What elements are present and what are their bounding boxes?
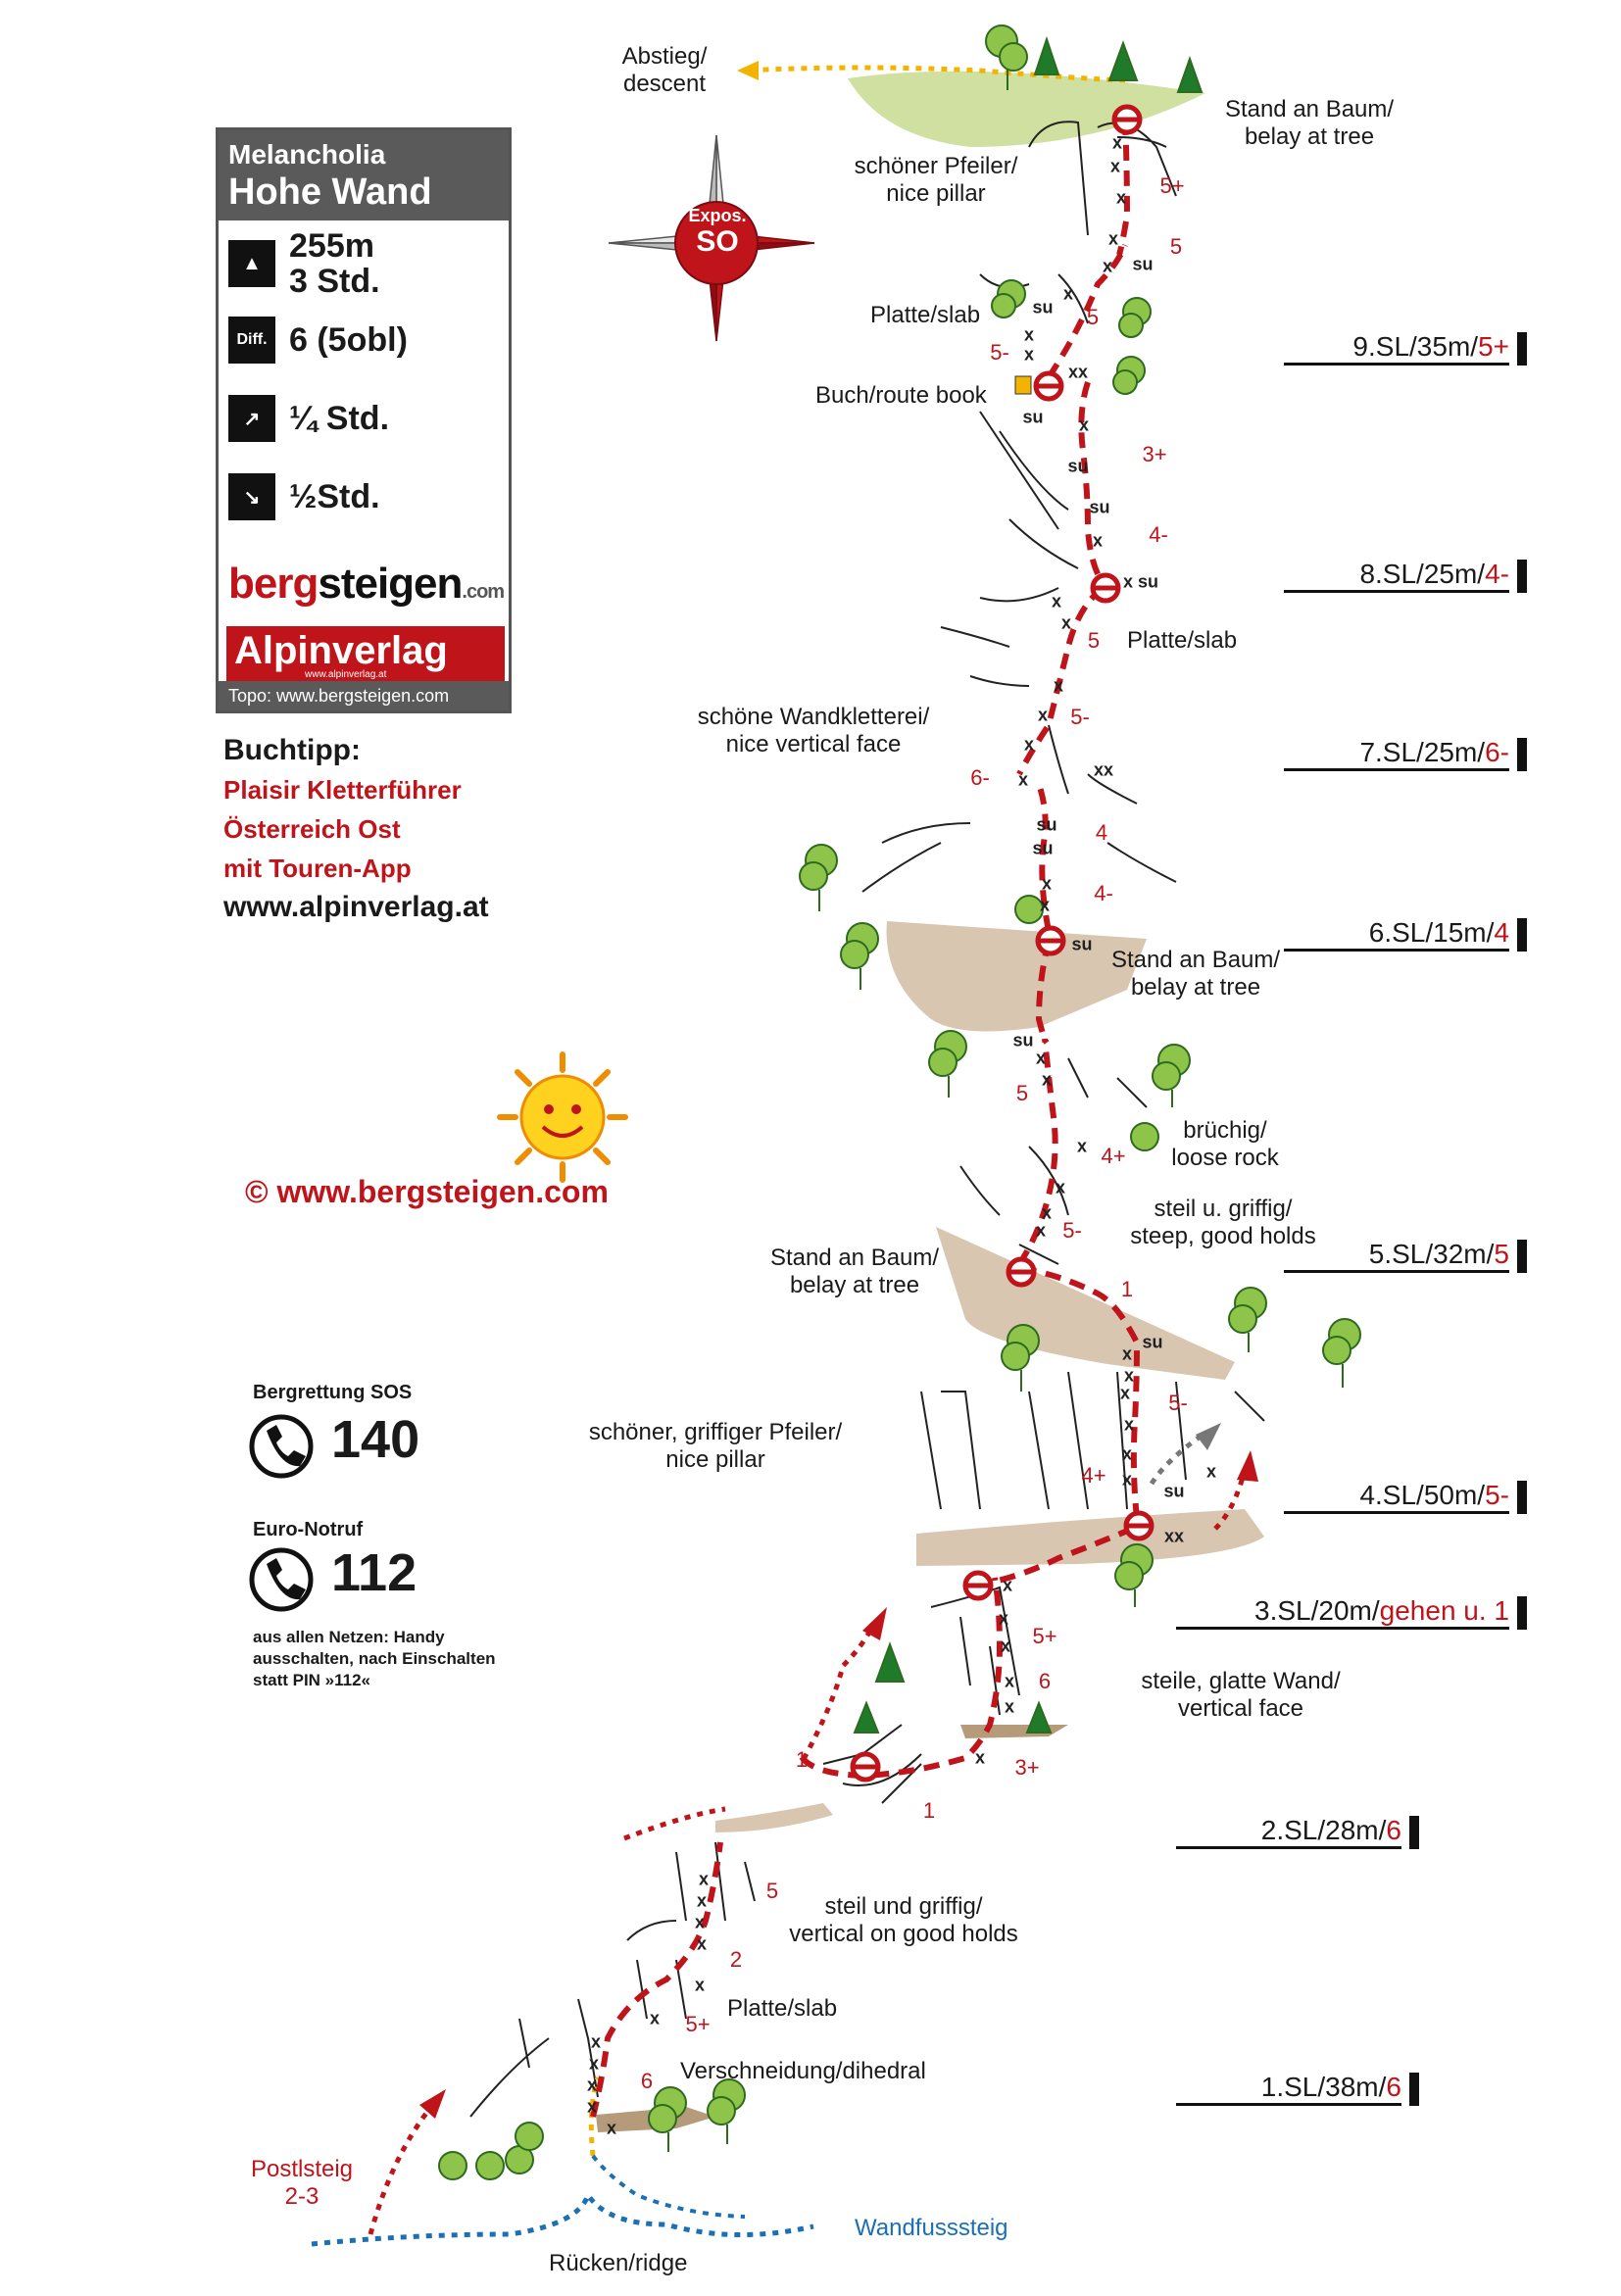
topo-credit: Topo: www.bergsteigen.com	[219, 681, 509, 710]
postlsteig-label: Postlsteig 2-3	[250, 2156, 354, 2210]
bolt-mark: x	[586, 2075, 598, 2095]
bolt-mark: x	[694, 1912, 706, 1932]
grade-mark: 4-	[1094, 881, 1113, 905]
su-mark: su	[1036, 814, 1057, 835]
phone-icons	[252, 1417, 311, 1609]
note-line1: aus allen Netzen: Handy	[253, 1628, 445, 1646]
bolt-mark: x	[698, 1869, 710, 1889]
route-book-label: Buch/route book	[815, 382, 987, 409]
brand-com: .com	[462, 581, 505, 603]
book-tip	[223, 731, 489, 927]
bolt-mark: x	[1062, 283, 1074, 304]
dihedral-label: Verschneidung/dihedral	[680, 2058, 926, 2084]
xsu-mark: x su	[1122, 571, 1159, 592]
su-mark: su	[1089, 497, 1110, 517]
grade-mark: 5-	[1062, 1218, 1082, 1243]
pillar-4-label: schöner, griffiger Pfeiler/ nice pillar	[588, 1419, 843, 1473]
grade-mark: 5+	[685, 2012, 711, 2036]
route-difficulty: 6 (5obl)	[289, 321, 408, 359]
compass-value: SO	[696, 225, 739, 258]
climber-icon: ▲	[228, 240, 275, 287]
bolt-mark: x	[1111, 132, 1123, 153]
bolt-mark: x	[1121, 1469, 1133, 1490]
bolt-mark: x	[586, 2096, 598, 2117]
book-url: www.alpinverlag.at	[223, 891, 489, 923]
su-mark: su	[1012, 1030, 1034, 1050]
book-line3: mit Touren-App	[223, 854, 412, 883]
grade-mark: 4+	[1081, 1463, 1106, 1488]
note-line2: ausschalten, nach Einschalten	[253, 1649, 496, 1668]
xx-mark: xx	[1093, 759, 1114, 780]
wandfuss-path	[312, 2195, 813, 2244]
grade-mark: 5-	[1168, 1391, 1188, 1415]
sun-logo	[500, 1054, 625, 1180]
grade-mark: 4-	[1149, 522, 1168, 547]
bolt-mark: x	[1035, 1048, 1047, 1068]
slab-top-label: Platte/slab	[870, 302, 981, 328]
bolt-mark: x	[1115, 187, 1127, 208]
bolt-mark: x	[1041, 1202, 1053, 1223]
route-book-icon	[1015, 376, 1031, 394]
note-line3: statt PIN »112«	[253, 1671, 371, 1689]
grade-mark: 3+	[1142, 442, 1167, 466]
bolt-mark: x	[1035, 1220, 1047, 1241]
holds-2-label: steil und griffig/ vertical on good holds	[789, 1893, 1018, 1947]
ledge-6	[887, 921, 1147, 1032]
route-info-box	[216, 127, 512, 713]
hiker-down-icon: ↘	[228, 473, 275, 520]
bolt-mark: x	[1060, 612, 1072, 633]
postlsteig-path	[370, 2107, 431, 2234]
approach-time: ¼ Std.	[289, 400, 390, 437]
sl2-traverse-path	[624, 1809, 725, 1838]
belay-6-label: Stand an Baum/ belay at tree	[1110, 947, 1281, 1001]
route-name: Melancholia	[228, 139, 386, 170]
descent-label: Abstieg/ descent	[621, 43, 708, 97]
euro-number: 112	[331, 1543, 418, 1602]
pitch-7: 7.SL/25m/6-	[1284, 737, 1509, 771]
grade-mark: 4	[1095, 820, 1108, 845]
bolt-mark: x	[1037, 705, 1049, 725]
bolt-mark: x	[696, 1890, 708, 1911]
grade-mark: 5+	[1159, 173, 1185, 198]
bolt-mark: x	[1053, 675, 1064, 696]
pitch-2: 2.SL/28m/6	[1176, 1815, 1401, 1849]
publisher-name: Alpinverlag	[234, 629, 448, 672]
pitch-5: 5.SL/32m/5	[1284, 1239, 1509, 1273]
pitch-9: 9.SL/35m/5+	[1284, 331, 1509, 366]
su-mark: su	[1132, 254, 1154, 274]
bolt-mark: x	[1107, 228, 1119, 249]
xx-mark: xx	[1163, 1526, 1185, 1546]
su-mark: su	[1032, 297, 1054, 318]
steep-holds-label: steil u. griffig/ steep, good holds	[1130, 1196, 1316, 1249]
pitch-4: 4.SL/50m/5-	[1284, 1480, 1509, 1514]
route-height: 255m	[289, 227, 374, 265]
loose-rock-label: brüchig/ loose rock	[1171, 1117, 1279, 1171]
wandfuss-label: Wandfusssteig	[855, 2215, 1008, 2241]
pitch-3: 3.SL/20m/gehen u. 1	[1176, 1595, 1509, 1630]
bolt-mark: x	[590, 2031, 602, 2052]
grade-mark: 5	[1015, 1081, 1029, 1105]
bolt-mark: x	[588, 2053, 600, 2074]
ridge-path	[593, 2156, 745, 2217]
bolt-mark: x	[696, 1933, 708, 1954]
copyright: © www.bergsteigen.com	[245, 1174, 609, 1209]
top-belay-label: Stand an Baum/ belay at tree	[1224, 96, 1395, 150]
euro-number-block	[323, 1542, 417, 1603]
su-mark: su	[1071, 934, 1093, 954]
sos-number: 140	[331, 1410, 420, 1469]
alpinverlag-logo	[226, 626, 505, 683]
grey-variant	[1152, 1433, 1205, 1484]
route-area: Hohe Wand	[228, 171, 432, 213]
bolt-mark: x	[1205, 1461, 1217, 1482]
bolt-mark: x	[1039, 895, 1051, 915]
bolt-mark: x	[1109, 156, 1121, 176]
descent-arrow	[737, 61, 759, 80]
bolt-mark: x	[1000, 1636, 1011, 1656]
bolt-mark: x	[1123, 1414, 1135, 1435]
sos-number-block	[323, 1409, 419, 1470]
su-mark: su	[1067, 456, 1089, 476]
bolt-mark: x	[1023, 734, 1035, 755]
bolt-mark: x	[1023, 344, 1035, 365]
bolt-mark: x	[1123, 1365, 1135, 1386]
bolt-mark: x	[694, 1975, 706, 1995]
compass-expos: Expos.	[688, 206, 747, 225]
sl3-walk-path	[804, 1627, 872, 1759]
ridge-label: Rücken/ridge	[549, 2250, 688, 2276]
main-route	[590, 120, 1137, 2117]
book-line1: Plaisir Kletterführer	[223, 775, 462, 805]
bolt-mark: x	[1092, 530, 1104, 551]
grade-mark: 2	[729, 1947, 743, 1972]
descent-time: ½Std.	[289, 478, 380, 515]
bolt-mark: x	[1121, 1443, 1133, 1464]
grey-variant-arrow	[1196, 1423, 1221, 1450]
grade-mark: 5	[1169, 234, 1183, 259]
grade-mark: 5-	[1070, 705, 1090, 729]
slab-8-label: Platte/slab	[1127, 627, 1238, 654]
bolt-mark: x	[1004, 1696, 1015, 1717]
grade-mark: 5	[1086, 305, 1100, 329]
grade-mark: 1	[922, 1798, 936, 1823]
ledge-3	[960, 1725, 1068, 1738]
info-diff-row	[228, 317, 408, 364]
bolt-mark: x	[1076, 1136, 1088, 1156]
bolt-mark: x	[998, 1608, 1009, 1629]
bolt-mark: x	[974, 1747, 986, 1768]
book-heading: Buchtipp:	[223, 734, 361, 766]
info-header	[219, 130, 509, 220]
grade-mark: 5-	[990, 340, 1009, 365]
bergsteigen-logo	[228, 560, 504, 609]
hiker-up-icon: ↗	[228, 395, 275, 442]
euro-label: Euro-Notruf	[253, 1519, 364, 1540]
pitch-8: 8.SL/25m/4-	[1284, 559, 1509, 593]
info-descent-row	[228, 473, 380, 520]
grade-mark: 6	[640, 2069, 654, 2093]
compass-label	[678, 206, 757, 259]
bolt-mark: x	[606, 2118, 617, 2138]
ledge-4	[916, 1509, 1264, 1566]
grade-mark: 5	[765, 1879, 779, 1903]
wall-3-label: steile, glatte Wand/ vertical face	[1141, 1668, 1341, 1722]
bolt-mark: x	[1041, 873, 1053, 894]
bolt-mark: x	[1051, 591, 1062, 611]
su-mark: su	[1142, 1332, 1163, 1352]
grade-mark: 6	[1038, 1669, 1052, 1693]
top-pillar-label: schöner Pfeiler/ nice pillar	[854, 153, 1018, 207]
info-approach-row	[228, 395, 389, 442]
emergency-note	[253, 1627, 496, 1691]
grade-mark: 1	[1120, 1277, 1134, 1301]
grade-mark: 3+	[1014, 1755, 1040, 1780]
pitch-6: 6.SL/15m/4	[1284, 917, 1509, 952]
book-line2: Österreich Ost	[223, 814, 401, 844]
bolt-mark: x	[1121, 1343, 1133, 1364]
bolt-mark: x	[1078, 415, 1090, 435]
sos-label: Bergrettung SOS	[253, 1382, 413, 1403]
grade-mark: 5+	[1032, 1624, 1057, 1648]
route-time: 3 Std.	[289, 263, 380, 300]
belay-5-label: Stand an Baum/ belay at tree	[769, 1245, 940, 1298]
su-mark: su	[1163, 1481, 1185, 1501]
grade-mark: 5	[1087, 628, 1101, 653]
brand-berg: berg	[228, 560, 319, 608]
bolt-mark: x	[1004, 1671, 1015, 1691]
bolt-mark: x	[1017, 769, 1029, 790]
brand-steigen: steigen	[318, 560, 463, 608]
pitch-1: 1.SL/38m/6	[1176, 2072, 1401, 2106]
bolt-mark: x	[649, 2008, 661, 2028]
sl4-exit-arrow	[1237, 1450, 1258, 1482]
grade-mark: 6-	[970, 765, 990, 790]
su-mark: su	[1022, 407, 1044, 427]
bolt-mark: x	[1102, 256, 1113, 276]
xx-mark: xx	[1067, 362, 1089, 382]
summit-grass	[848, 72, 1205, 147]
sl3-walk-arrow	[862, 1607, 887, 1640]
slab-1-label: Platte/slab	[727, 1995, 838, 2022]
bolt-mark: x	[1023, 324, 1035, 345]
bolt-mark: x	[1041, 1069, 1053, 1090]
grade-mark: 4+	[1101, 1144, 1126, 1168]
grade-mark: 1	[795, 1747, 809, 1772]
difficulty-icon: Diff.	[228, 317, 275, 364]
bolt-mark: x	[1002, 1575, 1013, 1595]
bolt-mark: x	[1055, 1177, 1066, 1197]
publisher-url: www.alpinverlag.at	[305, 669, 387, 680]
face-7-label: schöne Wandkletterei/ nice vertical face	[697, 704, 930, 757]
info-length-row	[228, 228, 380, 299]
bolt-mark: x	[1119, 1383, 1131, 1403]
su-mark: su	[1032, 838, 1054, 858]
ledge-2	[715, 1803, 833, 1832]
